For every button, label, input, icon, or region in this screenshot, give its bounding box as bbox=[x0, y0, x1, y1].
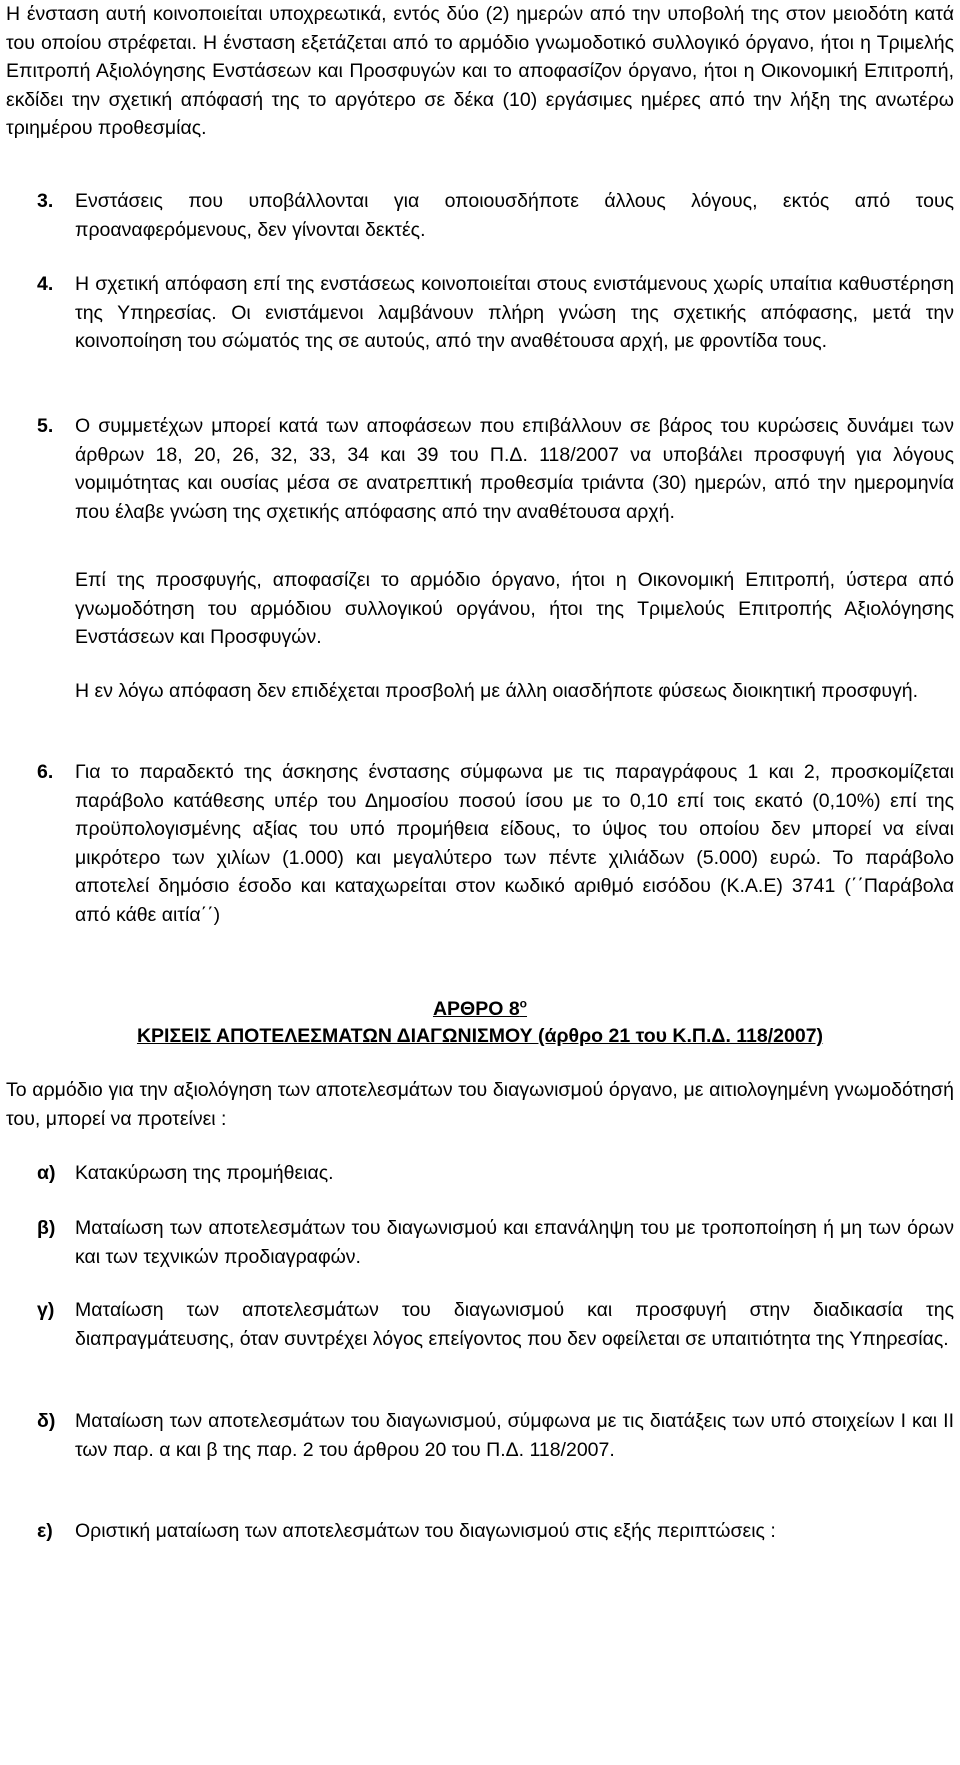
article-title bbox=[0, 995, 960, 1024]
option-b-text: Ματαίωση των αποτελεσμάτων του διαγωνισμού και επανάληψη του με τροποποίηση ή μη των όρων και των τεχνικών προδιαγραφών. bbox=[75, 1217, 954, 1268]
item-3-text: Ενστάσεις που υποβάλλονται για οποιουσδήποτε άλλους λόγους, εκτός από τους προαναφερόμενους, δεν γίνονται δεκτές. bbox=[75, 190, 954, 241]
article-title-superscript: ο bbox=[519, 996, 528, 1011]
item-6-text: Για το παραδεκτό της άσκησης ένστασης σύμφωνα με τις παραγράφους 1 και 2, προσκομίζεται παράβολο κατάθεσης υπέρ του Δημοσίου ποσού ίσου με το 0,10 επί τοις εκατό (0,10%) επί της προϋπολογισμένης αξίας του υπό προμήθεια είδους, το ύψος του οποίου δεν μπορεί να είναι μικρότερο των χιλίων (1.000) και μεγαλύτερο των πέντε χιλιάδων (5.000) ευρώ. Το παράβολο αποτελεί δημόσιο έσοδο και καταχωρείται στον κωδικό αριθμό εισόδου (Κ.Α.Ε) 3741 (΄΄Παράβολα από κάθε αιτία΄΄) bbox=[75, 761, 954, 926]
option-e-text: Οριστική ματαίωση των αποτελεσμάτων του διαγωνισμού στις εξής περιπτώσεις : bbox=[75, 1520, 776, 1542]
item-5-text: Ο συμμετέχων μπορεί κατά των αποφάσεων που επιβάλλουν σε βάρος του κυρώσεις δυνάμει των άρθρων 18, 20, 26, 32, 33, 34 και 39 του Π.Δ. 118/2007 να υποβάλει προσφυγή για λόγους νομιμότητας και ουσίας μέσα σε ανατρεπτική προθεσμία τριάντα (30) ημερών, από την ημερομηνία που έλαβε γνώση της σχετικής απόφασης από την αναθέτουσα αρχή. bbox=[75, 415, 954, 523]
item-6-number: 6. bbox=[37, 761, 54, 783]
option-e-label: ε) bbox=[37, 1520, 53, 1542]
item-5-extra-paragraph-2: Η εν λόγω απόφαση δεν επιδέχεται προσβολή με άλλη οιασδήποτε φύσεως διοικητική προσφυγή. bbox=[75, 680, 919, 702]
item-3-number: 3. bbox=[37, 190, 54, 212]
article-subtitle: ΚΡΙΣΕΙΣ ΑΠΟΤΕΛΕΣΜΑΤΩΝ ΔΙΑΓΩΝΙΣΜΟΥ (άρθρο 21 του Κ.Π.Δ. 118/2007) bbox=[136, 1025, 824, 1047]
article-title-text: ΑΡΘΡΟ 8 bbox=[432, 998, 520, 1020]
option-a-text: Κατακύρωση της προμήθειας. bbox=[75, 1162, 334, 1184]
item-4-number: 4. bbox=[37, 273, 54, 295]
intro-paragraph: Η ένσταση αυτή κοινοποιείται υποχρεωτικά, εντός δύο (2) ημερών από την υποβολή της στον μειοδότη κατά του οποίου στρέφεται. Η ένσταση εξετάζεται από το αρμόδιο γνωμοδοτικό συλλογικό όργανο, ήτοι η Τριμελής Επιτροπή Αξιολόγησης Ενστάσεων και Προσφυγών και το αποφασίζον όργανο, ήτοι η Οικονομική Επιτροπή, εκδίδει την σχετική απόφασή της το αργότερο σε δέκα (10) εργάσιμες ημέρες από την λήξη της ανωτέρω τριημέρου προθεσμίας. bbox=[6, 3, 954, 139]
item-5-number: 5. bbox=[37, 415, 54, 437]
item-5-extra-paragraph-1: Επί της προσφυγής, αποφασίζει το αρμόδιο όργανο, ήτοι η Οικονομική Επιτροπή, ύστερα από γνωμοδότηση του αρμόδιου συλλογικού οργάνου, ήτοι της Τριμελούς Επιτροπής Αξιολόγησης Ενστάσεων και Προσφυγών. bbox=[75, 569, 954, 648]
item-4-text: Η σχετική απόφαση επί της ενστάσεως κοινοποιείται στους ενιστάμενους χωρίς υπαίτια καθυστέρηση της Υπηρεσίας. Οι ενιστάμενοι λαμβάνουν πλήρη γνώση της σχετικής απόφασης, μετά την κοινοποίηση του σώματός της σε αυτούς, από την αναθέτουσα αρχή, με φροντίδα τους. bbox=[75, 273, 954, 352]
option-d-text: Ματαίωση των αποτελεσμάτων του διαγωνισμού, σύμφωνα με τις διατάξεις των υπό στοιχείων Ι και ΙΙ των παρ. α και β της παρ. 2 του άρθρου 20 του Π.Δ. 118/2007. bbox=[75, 1410, 954, 1461]
option-c-label: γ) bbox=[37, 1299, 55, 1321]
article-intro: Το αρμόδιο για την αξιολόγηση των αποτελεσμάτων του διαγωνισμού όργανο, με αιτιολογημένη γνωμοδότησή του, μπορεί να προτείνει : bbox=[6, 1079, 954, 1130]
option-b-label: β) bbox=[37, 1217, 56, 1239]
option-d-label: δ) bbox=[37, 1410, 56, 1432]
option-a-label: α) bbox=[37, 1162, 56, 1184]
option-c-text: Ματαίωση των αποτελεσμάτων του διαγωνισμού και προσφυγή στην διαδικασία της διαπραγμάτευσης, όταν συντρέχει λόγος επείγοντος που δεν οφείλεται σε υπαιτιότητα της Υπηρεσίας. bbox=[75, 1299, 954, 1350]
